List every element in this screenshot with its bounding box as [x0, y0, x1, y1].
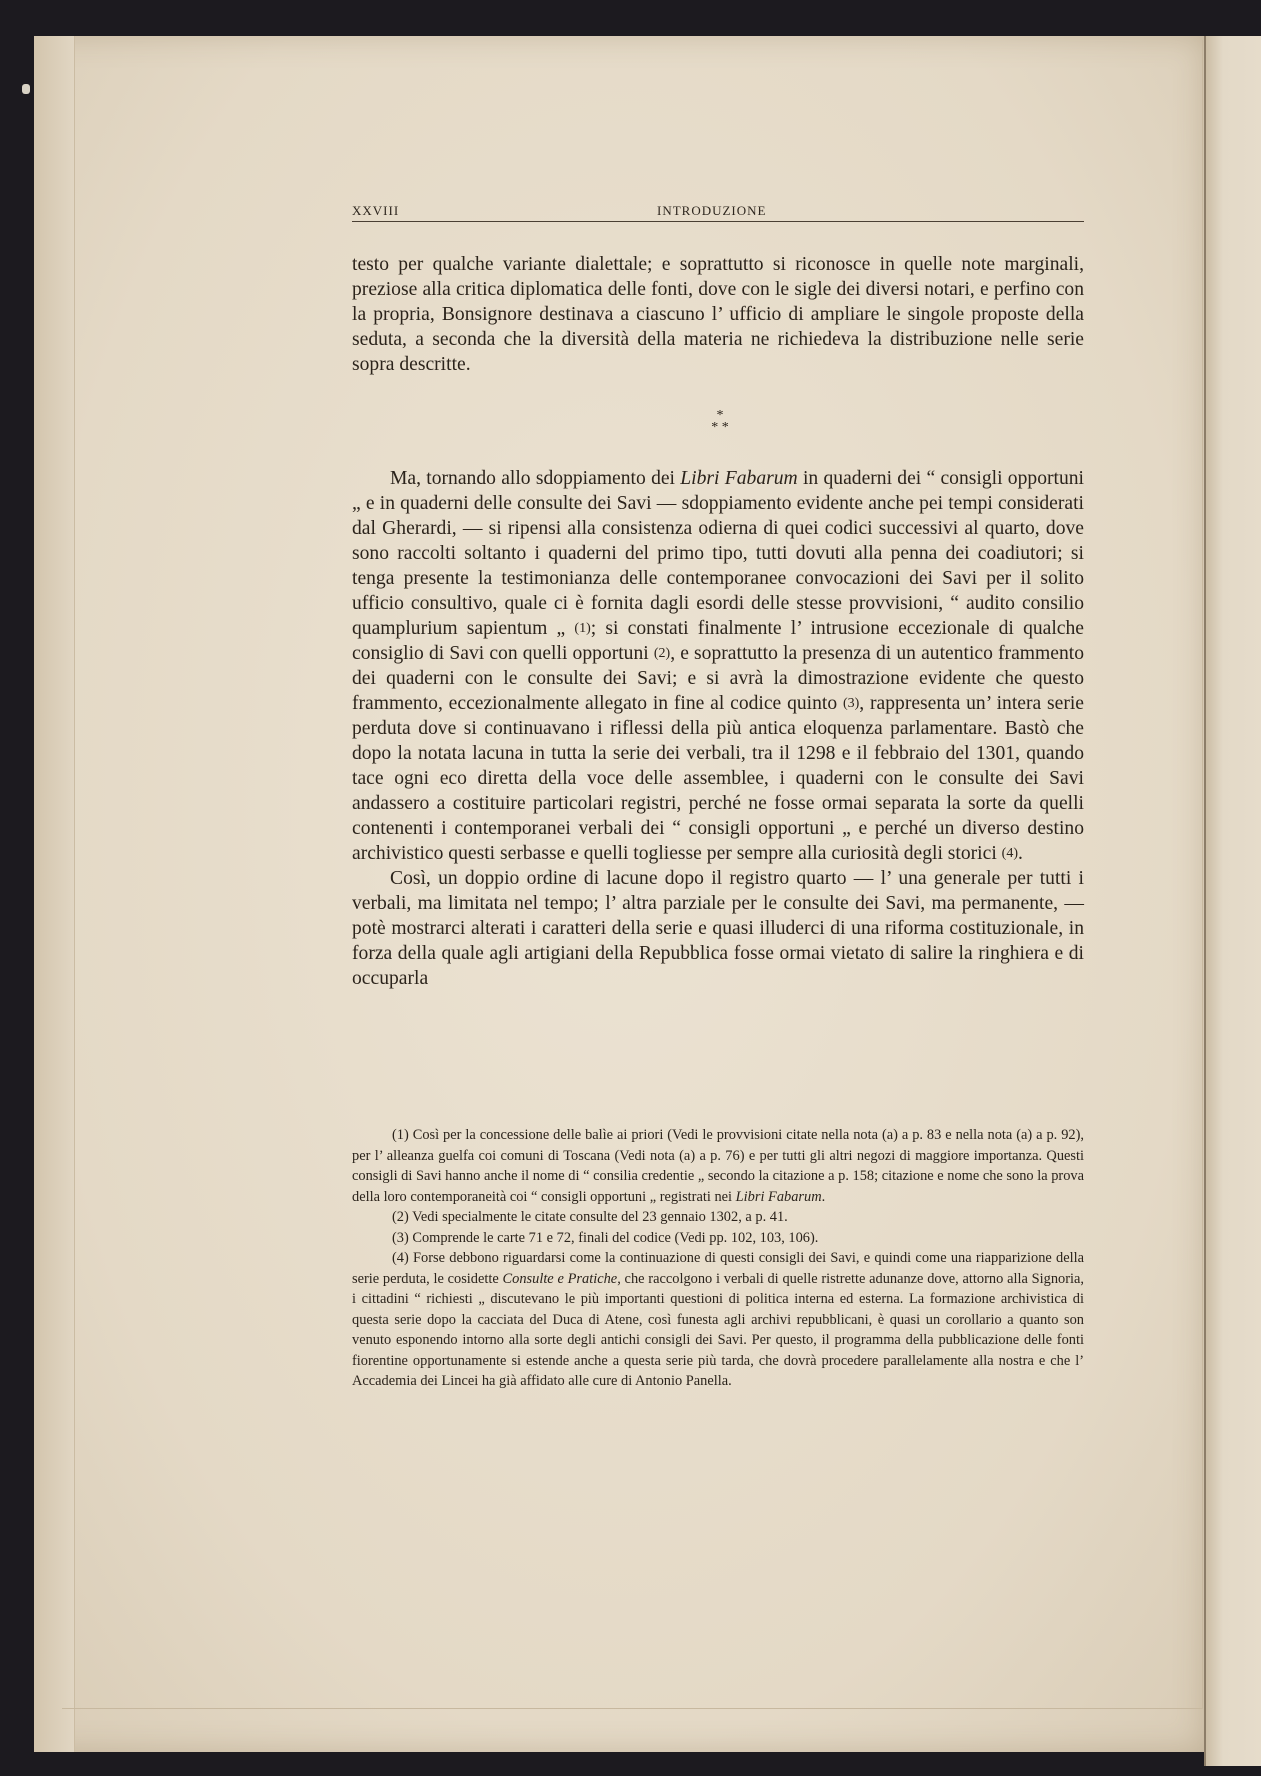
footnote-ref-3: (3): [842, 696, 860, 711]
text-run: , e soprattutto la presenza di un autentico frammento dei quaderni con le consulte dei Savi; e si avrà la dimostrazione evidente che questo frammento, eccezionalmente allegato in fine al codice quinto: [352, 643, 1084, 714]
italic-title: Libri Fabarum: [735, 1188, 822, 1205]
paragraph-main: [352, 466, 1084, 866]
footnote-ref-4: (4): [1001, 846, 1018, 861]
page-header: [352, 199, 1084, 222]
text-run: ; si constati finalmente l’ intrusione eccezionale di qualche consiglio di Savi con quelli opportuni: [352, 618, 1084, 664]
footnotes: [352, 1125, 1084, 1392]
footnote-4: [352, 1248, 1084, 1392]
paragraph-top: testo per qualche variante dialettale; e soprattutto si riconosce in quelle note marginali, preziose alla critica diplomatica delle fonti, dove con le sigle dei diversi notari, e perfino con la propria, Bonsignore destinava a ciascuno l’ ufficio di ampliare le singole proposte della seduta, a seconda che la diversità della materia ne richiedeva la distribuzione nelle serie sopra descritte.: [352, 254, 1084, 375]
page-number: XXVIII: [352, 203, 400, 218]
main-text: [352, 466, 1084, 991]
italic-title: Consulte e Pratiche: [502, 1270, 618, 1287]
running-title: INTRODUZIONE: [657, 203, 767, 218]
footnote-1: [352, 1125, 1084, 1207]
text-run: (1) Così per la concessione delle balìe ai priori (Vedi le provvisioni citate nella nota (a) a p. 83 e nella nota (a) a p. 92), per l’ alleanza guelfa coi comuni di Toscana (Vedi nota (a) a p. 76) e per tutti gli altri negozi di maggiore importanza. Questi consigli di Savi hanno anche il nome di “ consilia credentie „ secondo la citazione a p. 158; citazione e nome che sono la prova della loro contemporaneità coi “ consigli opportuni „ registrati nei: [352, 1127, 1084, 1205]
adjacent-page-edge: [1204, 36, 1261, 1766]
italic-title: Libri Fabarum: [680, 468, 798, 489]
text-run: , rappresenta un’ intera serie perduta dove si continuavano i riflessi della più antica eloquenza parlamentare. Bastò che dopo la notata lacuna in tutta la serie dei verbali, tra il 1298 e il febbraio del 1301, quando tace ogni eco diretta della voce delle assemblee, i quaderni con le consulte dei Savi andassero a costituire particolari registri, perché ne fosse ormai separata la sorte da quelli contenenti i contemporanei verbali dei “ consigli opportuni „ e perché un diverso destino archivistico questi serbasse e quelli togliesse per sempre alla curiosità degli storici: [352, 693, 1084, 864]
footnote-ref-2: (2): [653, 646, 671, 661]
binding-pin: [22, 84, 30, 94]
paragraph-cosi: Così, un doppio ordine di lacune dopo il registro quarto — l’ una generale per tutti i verbali, ma limitata nel tempo; l’ altra parziale per le consulte dei Savi, ma permanente, — potè mostrarci alterati i caratteri della serie e quasi illuderci di una riforma costituzionale, in forza della quale agli artigiani della Repubblica fosse ormai vietato di salire la ringhiera e di occuparla: [352, 868, 1084, 989]
text-run: Ma, tornando allo sdoppiamento dei: [390, 468, 681, 489]
footnote-2: (2) Vedi specialmente le citate consulte del 23 gennaio 1302, a p. 41.: [392, 1209, 788, 1225]
text-run: (4) Forse debbono riguardarsi come la continuazione di questi consigli dei Savi, e quindi come una riapparizione della serie perduta, le cosidette: [352, 1250, 1084, 1287]
text-run: .: [1018, 843, 1023, 864]
text-run: , che raccolgono i verbali di quelle ristrette adunanze dove, attorno alla Signoria, i cittadini “ richiesti „ discutevano le più importanti questioni di politica interna ed esterna. La formazione archivistica di questa serie dopo la cacciata del Duca di Atene, così funesta agli archivi repubblicani, è quasi un corollario a quanto son venuto esponendo intorno alla sorte degli antichi consigli dei Savi. Per questo, il programma della pubblicazione delle fonti fiorentine opportunamente si estende anche a questa serie più tarda, che dovrà procedere parallelamente alla nostra e che l’ Accademia dei Lincei ha già affidato alle cure di Antonio Panella.: [352, 1270, 1084, 1389]
text-run: .: [821, 1188, 826, 1205]
footnote-ref-1: (1): [574, 621, 591, 636]
paragraph-continued: [352, 252, 1084, 377]
text-run: in quaderni dei “ consigli opportuni „ e in quaderni delle consulte dei Savi — sdoppiamento evidente anche pei tempi considerati dal Gherardi, — si ripensi alla consistenza odierna di quei codici successivi al quarto, dove sono raccolti soltanto i quaderni del primo tipo, tutti dovuti alla penna dei coadiutori; si tenga presente la testimonianza delle contemporanee convocazioni dei Savi per il solito ufficio consultivo, quale ci è fornita dagli esordi delle stesse provvisioni, “ audito consilio quamplurium sapientum „: [352, 468, 1084, 639]
section-asterism: * * *: [711, 408, 729, 435]
footnote-3: (3) Comprende le carte 71 e 72, finali del codice (Vedi pp. 102, 103, 106).: [392, 1229, 819, 1246]
